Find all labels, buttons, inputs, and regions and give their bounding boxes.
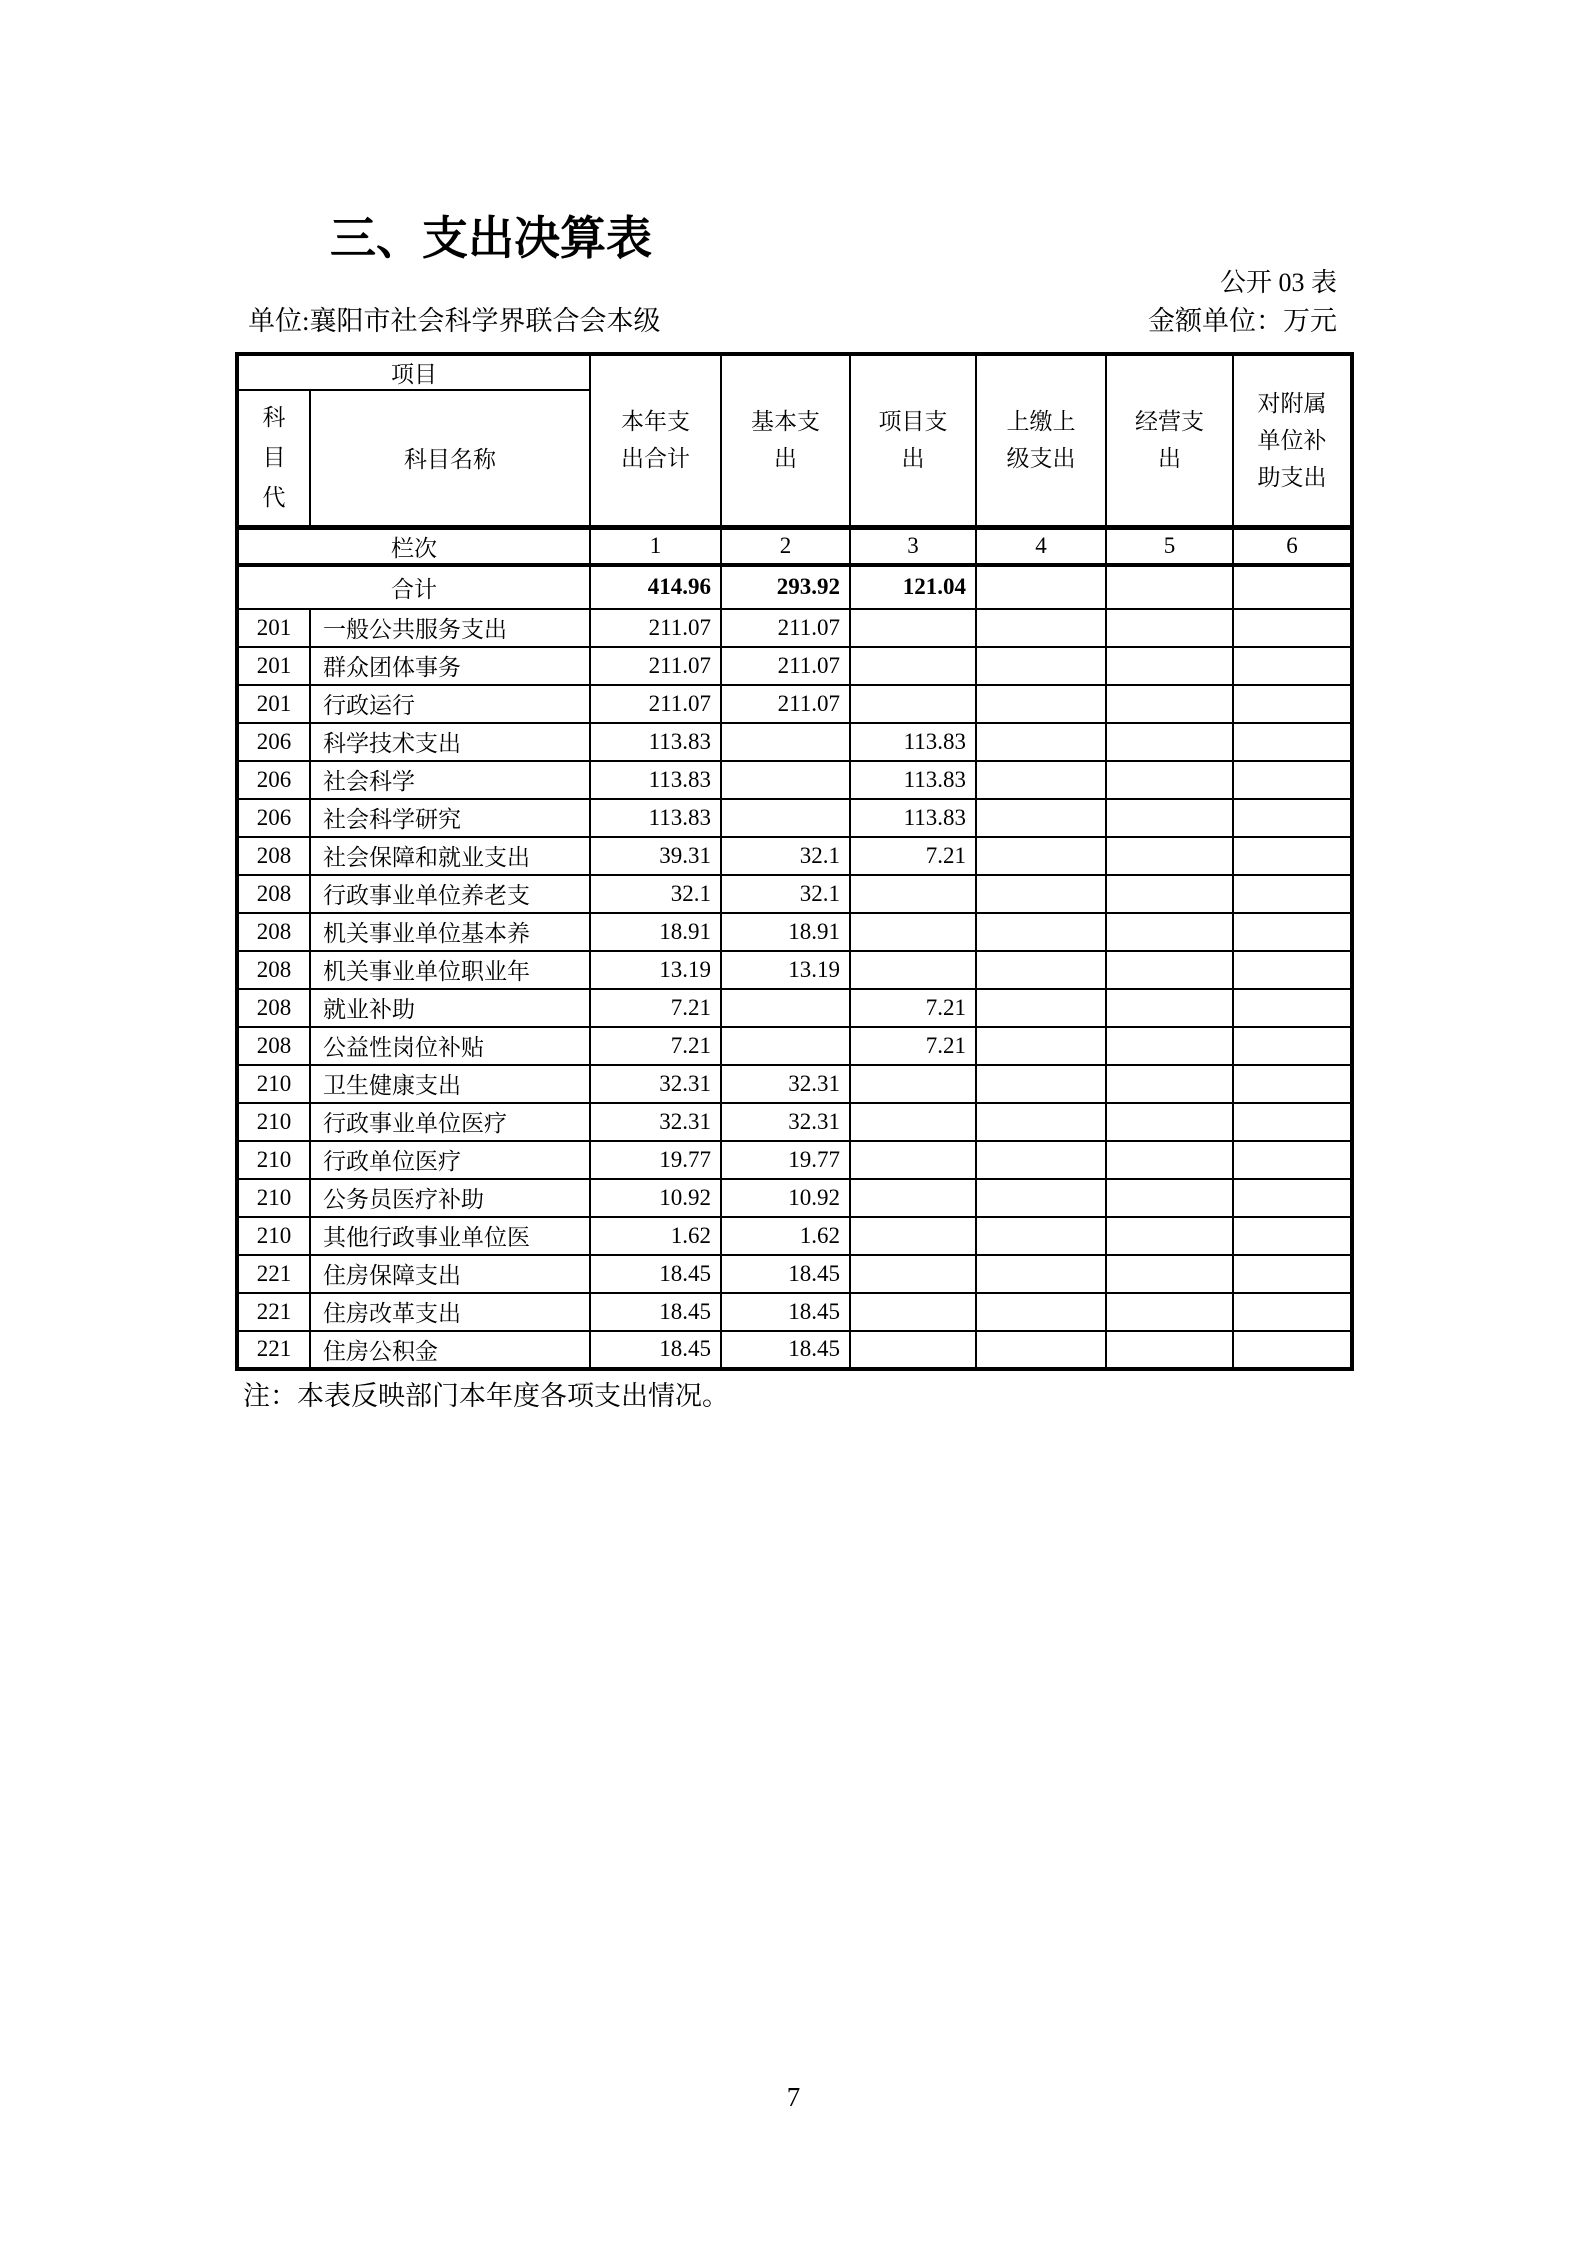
table-row [237,1331,1352,1369]
subject-name-cell: 行政事业单位医疗 [310,1103,590,1141]
value-cell [976,1255,1106,1293]
value-cell [976,913,1106,951]
table-code-label: 公开 03 表 [1219,268,1337,297]
subject-name-cell: 卫生健康支出 [310,1065,590,1103]
subject-code-cell: 210 [237,1065,310,1103]
value-cell [721,723,850,761]
lanci-number-cell: 1 [590,527,721,565]
value-cell [850,1255,976,1293]
column-header-operating: 经营支出 [1106,354,1233,527]
value-cell [1233,1331,1352,1369]
value-cell [1106,799,1233,837]
value-cell [1233,1255,1352,1293]
table-note: 注：本表反映部门本年度各项支出情况。 [243,1381,729,1411]
total-row [237,565,1352,609]
header-project-row [237,354,1352,390]
value-cell: 19.77 [721,1141,850,1179]
value-cell [1106,723,1233,761]
value-cell [1233,951,1352,989]
value-cell [976,837,1106,875]
value-cell: 211.07 [721,685,850,723]
value-cell [1106,989,1233,1027]
value-cell [976,989,1106,1027]
subject-code-cell: 201 [237,647,310,685]
value-cell [850,609,976,647]
value-cell [721,799,850,837]
value-cell: 1.62 [590,1217,721,1255]
column-header-project-exp: 项目支出 [850,354,976,527]
value-cell: 7.21 [590,989,721,1027]
value-cell: 32.1 [590,875,721,913]
value-cell [1233,1103,1352,1141]
subject-code-cell: 208 [237,837,310,875]
value-cell [850,951,976,989]
value-cell [1106,1103,1233,1141]
value-cell [1106,1027,1233,1065]
value-cell: 113.83 [850,761,976,799]
table-row [237,989,1352,1027]
column-index-row [237,527,1352,565]
page-number: 7 [786,2082,801,2112]
table-row [237,951,1352,989]
value-cell [976,951,1106,989]
table-row [237,1179,1352,1217]
meta-line [248,304,1337,339]
value-cell: 113.83 [590,761,721,799]
value-cell [1233,647,1352,685]
value-cell [976,799,1106,837]
value-cell [1233,989,1352,1027]
subject-code-cell: 210 [237,1103,310,1141]
table-row [237,723,1352,761]
value-cell [850,1065,976,1103]
value-cell: 211.07 [590,647,721,685]
value-cell [1233,875,1352,913]
value-cell: 32.31 [721,1103,850,1141]
value-cell: 13.19 [721,951,850,989]
lanci-label-cell: 栏次 [237,527,590,565]
value-cell: 18.91 [721,913,850,951]
subject-name-cell: 社会科学 [310,761,590,799]
lanci-number-cell: 2 [721,527,850,565]
subject-code-cell: 221 [237,1255,310,1293]
value-cell [1106,1331,1233,1369]
value-cell: 18.45 [721,1255,850,1293]
value-cell [1233,913,1352,951]
value-cell [976,1331,1106,1369]
table-row [237,647,1352,685]
value-cell: 7.21 [590,1027,721,1065]
table-row [237,1027,1352,1065]
value-cell [976,1065,1106,1103]
value-cell: 32.31 [721,1065,850,1103]
table-row [237,837,1352,875]
table-row [237,1217,1352,1255]
value-cell [850,1103,976,1141]
table-row [237,761,1352,799]
subject-name-cell: 社会科学研究 [310,799,590,837]
expenditure-table [235,352,1354,1371]
subject-name-cell: 科学技术支出 [310,723,590,761]
subject-name-header-cell: 科目名称 [310,390,590,527]
value-cell [850,685,976,723]
subject-code-cell: 201 [237,685,310,723]
value-cell [1106,1065,1233,1103]
subject-name-cell: 机关事业单位基本养 [310,913,590,951]
subject-name-cell: 行政事业单位养老支 [310,875,590,913]
value-cell: 113.83 [590,723,721,761]
total-value-cell: 293.92 [721,565,850,609]
value-cell [1106,837,1233,875]
value-cell [976,1141,1106,1179]
value-cell [1106,913,1233,951]
value-cell [976,1217,1106,1255]
value-cell [1106,1293,1233,1331]
subject-code-cell: 206 [237,723,310,761]
subject-code-header-cell: 科目代 [237,390,310,527]
value-cell [850,913,976,951]
value-cell: 211.07 [590,685,721,723]
value-cell [1233,685,1352,723]
value-cell: 18.45 [590,1293,721,1331]
value-cell [1233,1217,1352,1255]
table-row [237,913,1352,951]
value-cell [850,647,976,685]
column-header-total: 本年支出合计 [590,354,721,527]
subject-code-cell: 206 [237,799,310,837]
subject-name-cell: 其他行政事业单位医 [310,1217,590,1255]
lanci-number-cell: 4 [976,527,1106,565]
value-cell [1233,609,1352,647]
subject-code-cell: 210 [237,1217,310,1255]
table-row [237,799,1352,837]
value-cell: 113.83 [850,799,976,837]
column-header-subsidy: 对附属单位补助支出 [1233,354,1352,527]
value-cell [1106,951,1233,989]
subject-code-cell: 206 [237,761,310,799]
project-header-cell: 项目 [237,354,590,390]
value-cell [1233,799,1352,837]
value-cell [1106,1179,1233,1217]
value-cell: 32.31 [590,1065,721,1103]
value-cell [721,761,850,799]
subject-name-cell: 住房保障支出 [310,1255,590,1293]
table-row [237,685,1352,723]
subject-code-cell: 208 [237,951,310,989]
value-cell [721,989,850,1027]
value-cell [850,1217,976,1255]
value-cell [850,875,976,913]
total-value-cell: 414.96 [590,565,721,609]
value-cell [976,647,1106,685]
value-cell [1106,1255,1233,1293]
total-label-cell: 合计 [237,565,590,609]
total-value-cell [1233,565,1352,609]
table-row [237,1141,1352,1179]
value-cell: 113.83 [590,799,721,837]
value-cell: 19.77 [590,1141,721,1179]
value-cell: 18.91 [590,913,721,951]
value-cell [1233,761,1352,799]
value-cell [1106,685,1233,723]
value-cell [1233,723,1352,761]
lanci-number-cell: 3 [850,527,976,565]
value-cell: 7.21 [850,837,976,875]
value-cell: 18.45 [721,1331,850,1369]
table-row [237,609,1352,647]
value-cell [1233,837,1352,875]
value-cell [1106,1141,1233,1179]
value-cell [1106,1217,1233,1255]
value-cell: 1.62 [721,1217,850,1255]
subject-name-cell: 行政运行 [310,685,590,723]
subject-code-cell: 201 [237,609,310,647]
total-value-cell: 121.04 [850,565,976,609]
subject-code-cell: 210 [237,1141,310,1179]
value-cell: 211.07 [590,609,721,647]
value-cell: 32.1 [721,875,850,913]
value-cell [976,1179,1106,1217]
subject-name-cell: 住房改革支出 [310,1293,590,1331]
value-cell: 211.07 [721,609,850,647]
subject-code-cell: 208 [237,1027,310,1065]
value-cell: 113.83 [850,723,976,761]
value-cell [976,685,1106,723]
subject-code-cell: 208 [237,875,310,913]
column-header-upturn: 上缴上级支出 [976,354,1106,527]
subject-code-cell: 208 [237,913,310,951]
value-cell: 32.1 [721,837,850,875]
value-cell: 18.45 [721,1293,850,1331]
amount-unit-label: 金额单位：万元 [1148,306,1337,336]
value-cell [1106,761,1233,799]
value-cell: 18.45 [590,1331,721,1369]
table-row [237,875,1352,913]
total-value-cell [976,565,1106,609]
lanci-number-cell: 6 [1233,527,1352,565]
subject-name-cell: 住房公积金 [310,1331,590,1369]
value-cell: 13.19 [590,951,721,989]
value-cell: 7.21 [850,989,976,1027]
subject-name-cell: 一般公共服务支出 [310,609,590,647]
value-cell: 10.92 [590,1179,721,1217]
value-cell [976,875,1106,913]
subject-name-cell: 行政单位医疗 [310,1141,590,1179]
lanci-number-cell: 5 [1106,527,1233,565]
value-cell [976,761,1106,799]
table-body [237,609,1352,1369]
value-cell [976,1293,1106,1331]
value-cell: 211.07 [721,647,850,685]
value-cell: 32.31 [590,1103,721,1141]
subject-code-cell: 221 [237,1293,310,1331]
value-cell [1106,609,1233,647]
subject-name-cell: 就业补助 [310,989,590,1027]
value-cell [976,1027,1106,1065]
subject-name-cell: 社会保障和就业支出 [310,837,590,875]
value-cell [1233,1179,1352,1217]
value-cell [976,609,1106,647]
value-cell [976,1103,1106,1141]
value-cell [721,1027,850,1065]
value-cell [850,1141,976,1179]
unit-label: 单位:襄阳市社会科学界联合会本级 [248,306,661,336]
value-cell: 7.21 [850,1027,976,1065]
subject-name-cell: 群众团体事务 [310,647,590,685]
table-row [237,1255,1352,1293]
column-header-basic: 基本支出 [721,354,850,527]
table-row [237,1103,1352,1141]
total-value-cell [1106,565,1233,609]
subject-name-cell: 公益性岗位补贴 [310,1027,590,1065]
value-cell [1233,1141,1352,1179]
value-cell [1233,1065,1352,1103]
value-cell [850,1179,976,1217]
value-cell [1233,1027,1352,1065]
subject-name-cell: 公务员医疗补助 [310,1179,590,1217]
value-cell: 39.31 [590,837,721,875]
value-cell [1106,647,1233,685]
subject-name-cell: 机关事业单位职业年 [310,951,590,989]
value-cell [850,1293,976,1331]
value-cell: 10.92 [721,1179,850,1217]
subject-code-cell: 210 [237,1179,310,1217]
value-cell [1233,1293,1352,1331]
value-cell [976,723,1106,761]
value-cell: 18.45 [590,1255,721,1293]
table-row [237,1065,1352,1103]
value-cell [850,1331,976,1369]
value-cell [1106,875,1233,913]
subject-code-cell: 221 [237,1331,310,1369]
subject-code-cell: 208 [237,989,310,1027]
table-row [237,1293,1352,1331]
page-title: 三、支出决算表 [330,212,652,264]
